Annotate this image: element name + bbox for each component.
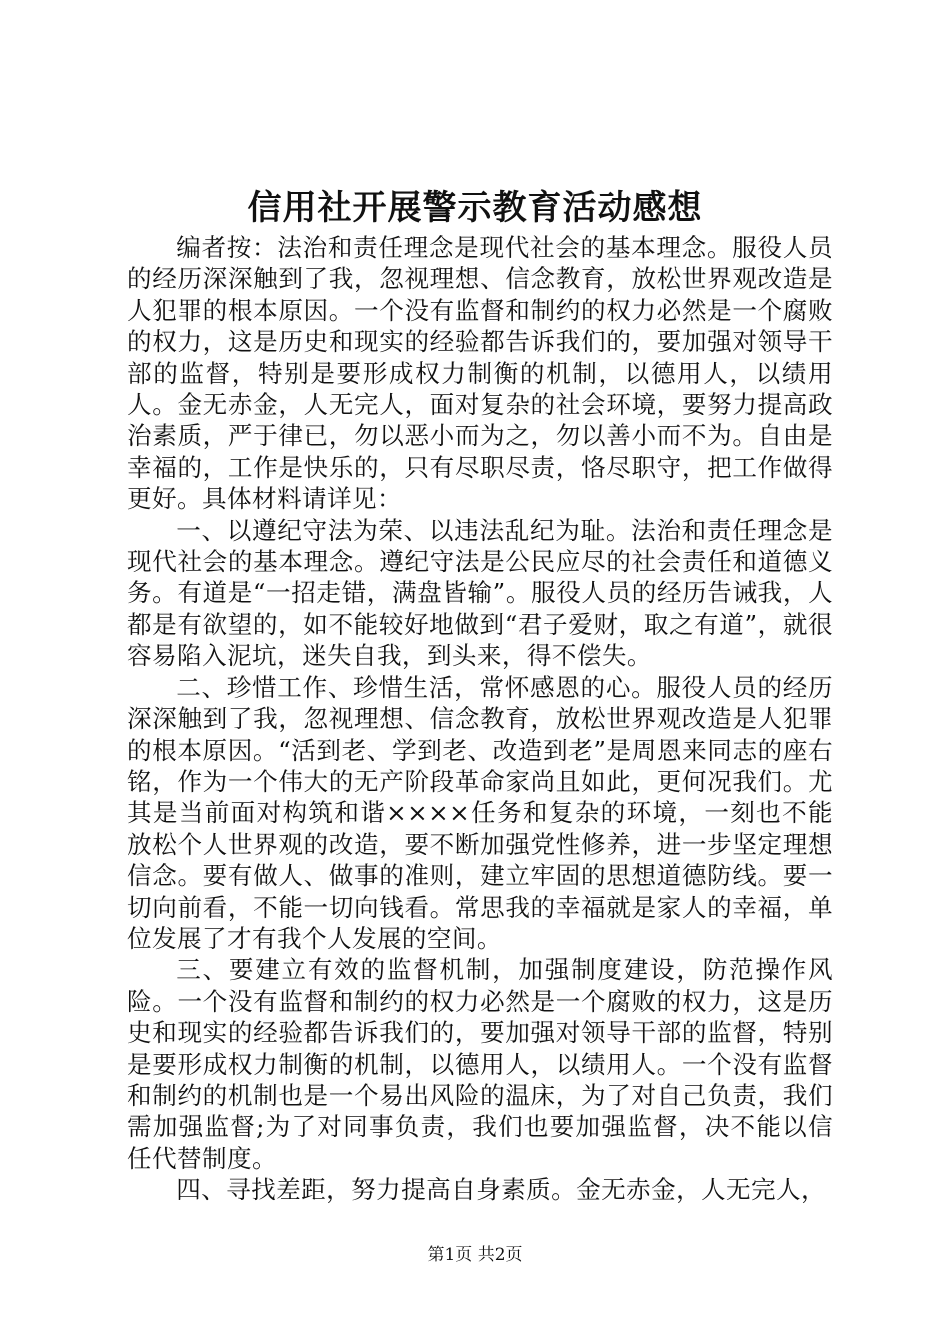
section-four-paragraph: 四、寻找差距，努力提高自身素质。金无赤金，人无完人， <box>176 1175 827 1205</box>
document-body <box>127 232 833 1206</box>
section-three-paragraph: 三、要建立有效的监督机制，加强制度建设，防范操作风险。一个没有监督和制约的权力必然是一个腐败的权力，这是历史和现实的经验都告诉我们的，要加强对领导干部的监督，特别是要形成权力制衡的机制，以德用人，以绩用人。一个没有监督和制约的机制也是一个易出风险的温床，为了对自己负责，我们需加强监督;为了对同事负责，我们也要加强监督，决不能以信任代替制度。 <box>127 955 833 1173</box>
editor-note-paragraph: 编者按：法治和责任理念是现代社会的基本理念。服役人员的经历深深触到了我，忽视理想、信念教育，放松世界观改造是人犯罪的根本原因。一个没有监督和制约的权力必然是一个腐败的权力，这是历史和现实的经验都告诉我们的，要加强对领导干部的监督，特别是要形成权力制衡的机制，以德用人，以绩用人。金无赤金，人无完人，面对复杂的社会环境，要努力提高政治素质，严于律已，勿以恶小而为之，勿以善小而不为。自由是幸福的，工作是快乐的，只有尽职尽责，恪尽职守，把工作做得更好。具体材料请详见： <box>127 233 833 514</box>
section-two-paragraph: 二、珍惜工作、珍惜生活，常怀感恩的心。服役人员的经历深深触到了我，忽视理想、信念教育，放松世界观改造是人犯罪的根本原因。“活到老、学到老、改造到老”是周恩来同志的座右铭，作为一个伟大的无产阶段革命家尚且如此，更何况我们。尤其是当前面对构筑和谐××××任务和复杂的环境，一刻也不能放松个人世界观的改造，要不断加强党性修养，进一步坚定理想信念。要有做人、做事的准则，建立牢固的思想道德防线。要一切向前看，不能一切向钱看。常思我的幸福就是家人的幸福，单位发展了才有我个人发展的空间。 <box>127 672 833 953</box>
document-title: 信用社开展警示教育活动感想 <box>247 188 703 228</box>
section-one-paragraph: 一、以遵纪守法为荣、以违法乱纪为耻。法治和责任理念是现代社会的基本理念。遵纪守法是公民应尽的社会责任和道德义务。有道是“一招走错，满盘皆输”。服役人员的经历告诫我，人都是有欲望的，如不能较好地做到“君子爱财，取之有道”，就很容易陷入泥坑，迷失自我，到头来，得不偿失。 <box>127 515 833 671</box>
page-footer: 第1页 共2页 <box>427 1245 523 1265</box>
